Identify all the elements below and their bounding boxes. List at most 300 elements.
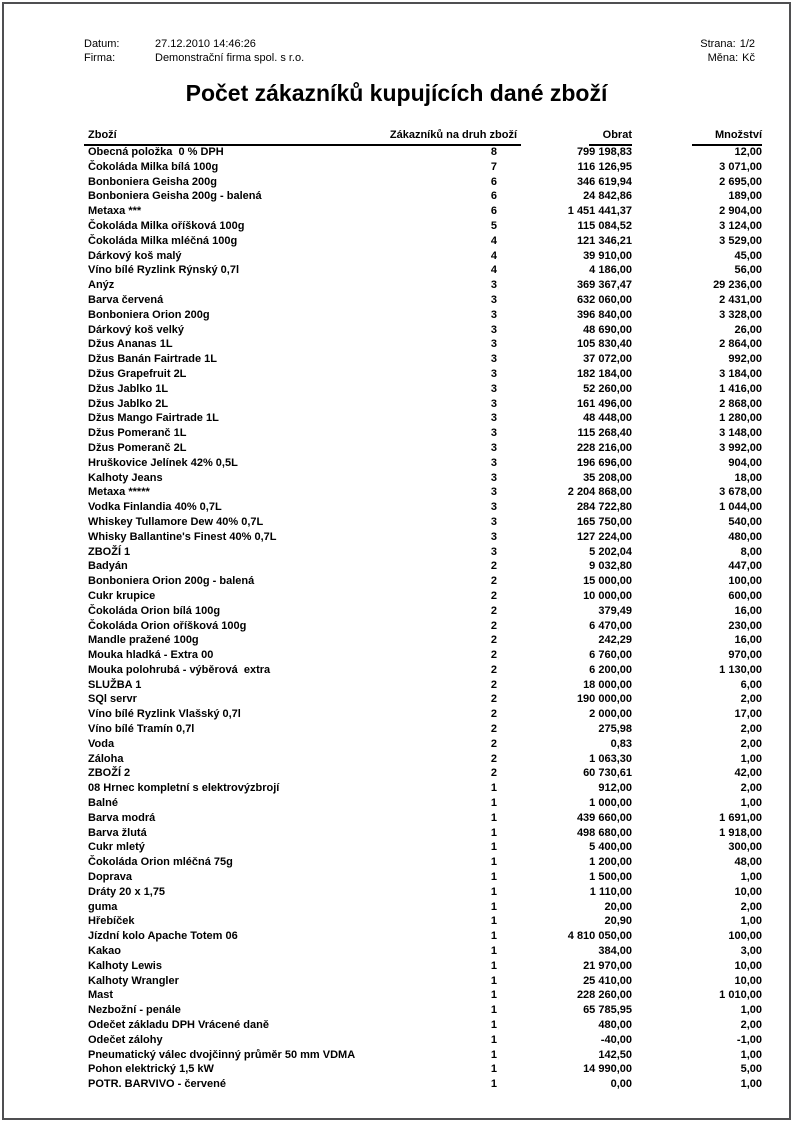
turnover: 5 202,04 [589,545,632,558]
quantity: 970,00 [728,649,762,662]
table-row [84,840,762,855]
product-name: Kalhoty Lewis [88,959,162,972]
customer-count: 1 [490,1063,497,1076]
product-name: Víno bílé Ryzlink Vlašský 0,7l [88,708,241,721]
table-row [84,323,762,338]
product-name: Pneumatický válec dvojčinný průměr 50 mm VDMA [88,1048,356,1061]
quantity: 1 130,00 [719,663,762,676]
quantity: 1 010,00 [719,989,762,1002]
table-row [84,855,762,870]
quantity: 100,00 [728,575,762,588]
currency-value: Kč [742,52,755,64]
customer-count: 1 [490,945,497,958]
product-name: Čokoláda Orion oříšková 100g [88,619,247,632]
table-row [84,826,762,841]
turnover: 799 198,83 [576,146,632,158]
customer-count: 1 [490,900,497,913]
customer-count: 3 [490,367,497,380]
table-row [84,1018,762,1033]
quantity: 3,00 [740,945,762,958]
product-name: Mast [88,989,114,1002]
table-row [84,160,762,175]
quantity: 2,00 [740,693,762,706]
table-row [84,648,762,663]
table-row [84,175,762,190]
turnover: -40,00 [600,1033,632,1046]
table-row [84,604,762,619]
table-row [84,900,762,915]
quantity: 1,00 [740,915,762,928]
customer-count: 3 [490,382,497,395]
turnover: 127 224,00 [576,530,632,543]
quantity: 600,00 [728,589,762,602]
customer-count: 1 [490,885,497,898]
customer-count: 1 [490,974,497,987]
product-name: Džus Jablko 1L [88,382,169,395]
quantity: 1 691,00 [719,811,762,824]
customer-count: 4 [490,264,497,277]
quantity: 3 328,00 [719,308,762,321]
quantity: 3 148,00 [719,427,762,440]
table-row [84,559,762,574]
product-name: Cukr mletý [88,841,145,854]
product-name: SLUŽBA 1 [88,678,142,691]
customer-count: 2 [490,767,497,780]
quantity: 3 184,00 [719,367,762,380]
quantity: 2 695,00 [719,175,762,188]
turnover: 275,98 [598,723,632,736]
customer-count: 3 [490,501,497,514]
turnover: 346 619,94 [576,175,632,188]
turnover: 52 260,00 [583,382,632,395]
quantity: 2,00 [740,782,762,795]
date-label: Datum: [84,38,120,50]
customer-count: 2 [490,752,497,765]
table-row [84,249,762,264]
turnover: 10 000,00 [583,589,632,602]
product-name: Anýz [88,279,115,292]
column-header-quantity: Množství [714,129,762,141]
product-name: Cukr krupice [88,589,156,602]
meta-line-1 [84,37,755,51]
customer-count: 2 [490,737,497,750]
customer-count: 2 [490,663,497,676]
turnover: 65 785,95 [583,1004,632,1017]
table-header [84,129,762,146]
page-value: 1/2 [739,38,755,50]
table-row [84,293,762,308]
quantity: 100,00 [728,930,762,943]
customer-count: 3 [490,545,497,558]
customer-count: 3 [490,412,497,425]
table-row [84,263,762,278]
customer-count: 3 [490,427,497,440]
turnover: 6 200,00 [589,663,632,676]
table-row [84,471,762,486]
customer-count: 1 [490,811,497,824]
customer-count: 6 [490,175,497,188]
quantity: 16,00 [734,634,762,647]
turnover: 182 184,00 [576,367,632,380]
product-name: Dárkový koš malý [88,249,182,262]
product-name: Jízdní kolo Apache Totem 06 [88,930,238,943]
turnover: 20,90 [604,915,632,928]
customer-count: 8 [490,146,497,158]
turnover: 1 110,00 [589,885,632,898]
table-row [84,796,762,811]
turnover: 15 000,00 [583,575,632,588]
table-row [84,278,762,293]
turnover: 25 410,00 [583,974,632,987]
turnover: 14 990,00 [583,1063,632,1076]
product-name: Barva červená [88,293,164,306]
turnover: 161 496,00 [576,397,632,410]
quantity: 1,00 [740,1078,762,1091]
turnover: 116 126,95 [577,160,632,173]
product-name: Čokoláda Milka bílá 100g [88,160,219,173]
turnover: 632 060,00 [576,293,632,306]
table-row [84,515,762,530]
customer-count: 2 [490,604,497,617]
product-name: Čokoláda Orion mléčná 75g [88,856,233,869]
table-row [84,382,762,397]
table-row [84,1003,762,1018]
quantity: 1 416,00 [719,382,762,395]
customer-count: 6 [490,190,497,203]
quantity: 2 904,00 [719,205,762,218]
table-row [84,914,762,929]
quantity: 540,00 [728,515,762,528]
customer-count: 1 [490,1004,497,1017]
product-name: Džus Jablko 2L [88,397,169,410]
turnover: 121 346,21 [576,234,632,247]
customer-count: 3 [490,308,497,321]
turnover: 1 200,00 [589,856,632,869]
turnover: 480,00 [598,1019,632,1032]
turnover: 9 032,80 [589,560,632,573]
product-name: Dráty 20 x 1,75 [88,885,166,898]
customer-count: 1 [490,959,497,972]
customer-count: 4 [490,249,497,262]
product-name: Odečet zálohy [88,1033,163,1046]
product-name: Odečet základu DPH Vrácené daně [88,1019,269,1032]
product-name: Nezbožní - penále [88,1004,181,1017]
customer-count: 2 [490,649,497,662]
report-meta [84,37,755,65]
turnover: 18 000,00 [583,678,632,691]
product-name: Víno bílé Tramín 0,7l [88,723,195,736]
table-row [84,485,762,500]
column-header-turnover: Obrat [602,129,632,141]
quantity: 10,00 [734,974,762,987]
table-row [84,500,762,515]
customer-count: 1 [490,1033,497,1046]
product-name: Bonboniera Orion 200g - balená [88,575,255,588]
turnover: 20,00 [604,900,632,913]
customer-count: 4 [490,234,497,247]
customer-count: 2 [490,575,497,588]
turnover: 396 840,00 [576,308,632,321]
product-name: Džus Banán Fairtrade 1L [88,353,217,366]
quantity: 26,00 [734,323,762,336]
table-row [84,411,762,426]
customer-count: 1 [490,871,497,884]
product-name: Bonboniera Geisha 200g [88,175,217,188]
table-row [84,456,762,471]
report-title: Počet zákazníků kupujících dané zboží [185,80,608,106]
product-name: POTR. BARVIVO - červené [88,1078,226,1091]
turnover: 5 400,00 [589,841,632,854]
customer-count: 3 [490,338,497,351]
table-row [84,722,762,737]
turnover: 115 084,52 [577,219,632,232]
table-row [84,145,762,160]
quantity: 8,00 [740,545,762,558]
table-row [84,589,762,604]
quantity: 29 236,00 [713,279,762,292]
quantity: 6,00 [740,678,762,691]
product-name: Džus Mango Fairtrade 1L [88,412,219,425]
product-name: Kalhoty Jeans [88,471,163,484]
table-row [84,737,762,752]
quantity: 17,00 [734,708,762,721]
turnover: 4 186,00 [589,264,632,277]
product-name: Whiskey Tullamore Dew 40% 0,7L [88,515,264,528]
quantity: 300,00 [728,841,762,854]
product-name: SQl servr [88,693,137,706]
product-name: Doprava [88,871,133,884]
quantity: 3 678,00 [719,486,762,499]
customer-count: 1 [490,989,497,1002]
product-name: Balné [88,797,118,810]
quantity: 480,00 [728,530,762,543]
customer-count: 1 [490,1078,497,1091]
product-name: Barva žlutá [88,826,147,839]
quantity: 2 868,00 [719,397,762,410]
quantity: 189,00 [728,190,762,203]
table-row [84,219,762,234]
customer-count: 3 [490,293,497,306]
company-label: Firma: [84,52,116,64]
quantity: 1 280,00 [719,412,762,425]
table-row [84,707,762,722]
meta-line-2 [84,51,755,65]
product-name: ZBOŽÍ 2 [88,767,131,780]
customer-count: 1 [490,1019,497,1032]
table-row [84,885,762,900]
product-name: Voda [88,737,115,750]
page-label: Strana: [700,38,736,50]
table-row [84,944,762,959]
quantity: 1,00 [740,1004,762,1017]
product-name: ZBOŽÍ 1 [88,545,131,558]
turnover: 228 216,00 [576,441,632,454]
turnover: 2 204 868,00 [567,486,632,499]
quantity: 48,00 [734,856,762,869]
turnover: 165 750,00 [576,515,632,528]
product-name: Kalhoty Wrangler [88,974,179,987]
products-table [84,145,762,1092]
turnover: 35 208,00 [583,471,632,484]
product-name: Vodka Finlandia 40% 0,7L [88,501,222,514]
customer-count: 1 [490,797,497,810]
turnover: 60 730,61 [583,767,632,780]
turnover: 228 260,00 [576,989,632,1002]
currency-label: Měna: [707,52,739,64]
table-row [84,1077,762,1092]
quantity: 10,00 [734,959,762,972]
turnover: 284 722,80 [576,501,632,514]
table-row [84,426,762,441]
customer-count: 3 [490,471,497,484]
product-name: Bonboniera Orion 200g [88,308,210,321]
quantity: 447,00 [728,560,762,573]
product-name: Čokoláda Milka mléčná 100g [88,234,238,247]
product-name: Čokoláda Milka oříšková 100g [88,219,245,232]
customer-count: 1 [490,856,497,869]
customer-count: 3 [490,530,497,543]
customer-count: 1 [490,1048,497,1061]
product-name: Záloha [88,752,124,765]
table-row [84,870,762,885]
table-row [84,234,762,249]
customer-count: 2 [490,634,497,647]
turnover: 190 000,00 [576,693,632,706]
date-value: 27.12.2010 14:46:26 [155,38,256,50]
table-row [84,337,762,352]
table-row [84,441,762,456]
turnover: 48 448,00 [583,412,632,425]
customer-count: 2 [490,708,497,721]
turnover: 48 690,00 [583,323,632,336]
turnover: 1 063,30 [589,752,632,765]
table-row [84,1048,762,1063]
table-row [84,545,762,560]
product-name: Čokoláda Orion bílá 100g [88,604,221,617]
table-row [84,959,762,974]
column-header-customers: Zákazníků na druh zboží [389,129,517,141]
table-row [84,1033,762,1048]
product-name: Džus Ananas 1L [88,338,173,351]
turnover: 21 970,00 [583,959,632,972]
product-name: Bonboniera Geisha 200g - balená [88,190,262,203]
table-row [84,988,762,1003]
meta-page-number [700,37,755,51]
quantity: -1,00 [736,1033,762,1046]
quantity: 904,00 [728,456,762,469]
table-row [84,397,762,412]
quantity: 1,00 [740,797,762,810]
table-row [84,308,762,323]
product-name: Džus Grapefruit 2L [88,367,187,380]
report-page [2,2,791,1120]
quantity: 56,00 [734,264,762,277]
customer-count: 3 [490,397,497,410]
quantity: 2 864,00 [719,338,762,351]
product-name: Whisky Ballantine's Finest 40% 0,7L [88,530,277,543]
product-name: Badyán [88,560,128,573]
quantity: 10,00 [734,885,762,898]
table-row [84,678,762,693]
customer-count: 1 [490,930,497,943]
quantity: 3 529,00 [719,234,762,247]
customer-count: 2 [490,693,497,706]
quantity: 1 044,00 [719,501,762,514]
customer-count: 2 [490,619,497,632]
table-row [84,574,762,589]
quantity: 2,00 [740,723,762,736]
quantity: 42,00 [734,767,762,780]
customer-count: 2 [490,723,497,736]
turnover: 439 660,00 [576,811,632,824]
product-name: Džus Pomeranč 1L [88,427,187,440]
turnover: 4 810 050,00 [567,930,632,943]
turnover: 379,49 [598,604,632,617]
quantity: 3 071,00 [719,160,762,173]
table-row [84,633,762,648]
turnover: 196 696,00 [576,456,632,469]
table-row [84,1062,762,1077]
product-name: guma [88,900,118,913]
product-name: Barva modrá [88,811,156,824]
quantity: 1 918,00 [719,826,762,839]
table-row [84,752,762,767]
turnover: 1 451 441,37 [567,205,632,218]
quantity: 2 431,00 [719,293,762,306]
table-row [84,352,762,367]
turnover: 1 500,00 [589,871,632,884]
turnover: 0,00 [610,1078,632,1091]
table-row [84,204,762,219]
product-name: Mouka polohrubá - výběrová extra [88,663,271,676]
turnover: 2 000,00 [589,708,632,721]
quantity: 5,00 [740,1063,762,1076]
turnover: 115 268,40 [577,427,632,440]
column-header-product: Zboží [88,129,117,141]
customer-count: 2 [490,560,497,573]
turnover: 6 470,00 [589,619,632,632]
turnover: 369 367,47 [576,279,632,292]
table-row [84,367,762,382]
customer-count: 3 [490,353,497,366]
product-name: Víno bílé Ryzlink Rýnský 0,7l [88,264,239,277]
turnover: 24 842,86 [583,190,632,203]
turnover: 242,29 [598,634,632,647]
customer-count: 5 [490,219,497,232]
customer-count: 1 [490,826,497,839]
quantity: 3 992,00 [719,441,762,454]
turnover: 0,83 [610,737,632,750]
quantity: 1,00 [740,871,762,884]
customer-count: 3 [490,486,497,499]
table-row [84,811,762,826]
table-row [84,766,762,781]
product-name: Obecná položka 0 % DPH [88,146,224,158]
turnover: 37 072,00 [583,353,632,366]
quantity: 3 124,00 [719,219,762,232]
customer-count: 2 [490,589,497,602]
table-row [84,974,762,989]
table-row [84,781,762,796]
turnover: 1 000,00 [589,797,632,810]
meta-currency [708,51,755,65]
customer-count: 3 [490,515,497,528]
product-name: Hřebíček [88,915,135,928]
table-row [84,929,762,944]
table-row [84,619,762,634]
table-row [84,692,762,707]
quantity: 2,00 [740,900,762,913]
